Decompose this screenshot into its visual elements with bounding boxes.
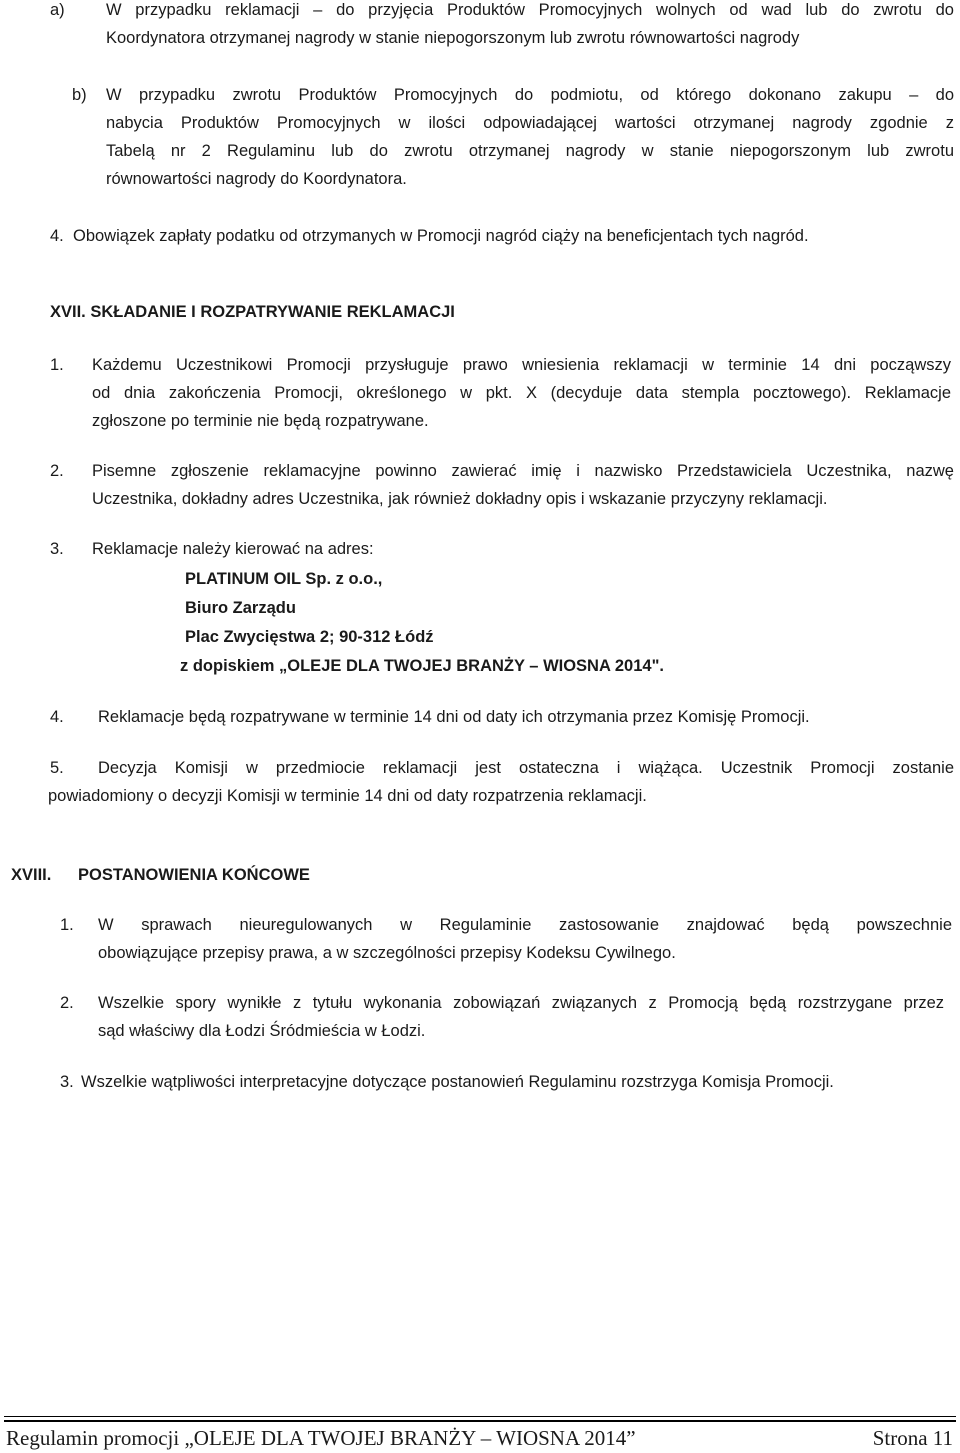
s18-item-2-line-2: sąd właściwy dla Łodzi Śródmieścia w Łodzi. [98,1022,426,1040]
s17-item-1-line-1: Każdemu Uczestnikowi Promocji przysługuje prawo wniesienia reklamacji w terminie 14 dni począwszy [92,356,951,374]
s18-item-1-line-1: W sprawach nieuregulowanych w Regulaminie zastosowanie znajdować będą powszechnie [98,916,952,934]
s17-item-1-line-2: od dnia zakończenia Promocji, określonego w pkt. X (decyduje data stempla pocztowego). Reklamacje [92,384,951,402]
s17-item-5-label: 5. [50,759,64,777]
s17-item-5-line-2: powiadomiony o decyzji Komisji w terminie 14 dni od daty rozpatrzenia reklamacji. [48,787,647,805]
address-note: z dopiskiem „OLEJE DLA TWOJEJ BRANŻY – WIOSNA 2014". [180,657,664,675]
item-label-b: b) [72,86,87,104]
section-17-heading: XVII. SKŁADANIE I ROZPATRYWANIE REKLAMACJI [50,303,455,321]
s18-item-1-line-2: obowiązujące przepisy prawa, a w szczególności przepisy Kodeksu Cywilnego. [98,944,676,962]
item-b-line-4: równowartości nagrody do Koordynatora. [106,170,407,188]
item-b-line-3: Tabelą nr 2 Regulaminu lub do zwrotu otrzymanej nagrody w stanie niepogorszonym lub zwrotu [106,142,954,160]
address-company: PLATINUM OIL Sp. z o.o., [185,570,383,588]
item-b-line-1: W przypadku zwrotu Produktów Promocyjnych do podmiotu, od którego dokonano zakupu – do [106,86,954,104]
s17-item-1-line-3: zgłoszone po terminie nie będą rozpatrywane. [92,412,429,430]
item-4-label: 4. [50,227,64,245]
s17-item-3-text: Reklamacje należy kierować na adres: [92,540,374,558]
s18-item-3-label: 3. [60,1073,74,1091]
s18-item-1-label: 1. [60,916,74,934]
address-street: Plac Zwycięstwa 2; 90-312 Łódź [185,628,434,646]
footer-title: Regulamin promocji „OLEJE DLA TWOJEJ BRANŻY – WIOSNA 2014” [6,1426,636,1450]
s18-item-2-label: 2. [60,994,74,1012]
item-4-text: Obowiązek zapłaty podatku od otrzymanych w Promocji nagród ciąży na beneficjentach tych nagród. [73,227,809,245]
s17-item-3-label: 3. [50,540,64,558]
s17-item-4-label: 4. [50,708,64,726]
item-a-line-2: Koordynatora otrzymanej nagrody w stanie niepogorszonym lub zwrotu równowartości nagrody [106,29,800,47]
s17-item-2-line-2: Uczestnika, dokładny adres Uczestnika, jak również dokładny opis i wskazanie przyczyny reklamacji. [92,490,828,508]
s18-item-3-text: Wszelkie wątpliwości interpretacyjne dotyczące postanowień Regulaminu rozstrzyga Komisja Promocji. [81,1073,834,1091]
footer-rule-thin [4,1416,956,1417]
footer-page-number: Strona 11 [872,1426,953,1450]
item-a-line-1: W przypadku reklamacji – do przyjęcia Produktów Promocyjnych wolnych od wad lub do zwrotu do [106,1,954,19]
s17-item-1-label: 1. [50,356,64,374]
footer-rule-thick [4,1420,956,1422]
section-18-number: XVIII. [11,866,52,884]
s17-item-4-text: Reklamacje będą rozpatrywane w terminie 14 dni od daty ich otrzymania przez Komisję Promocji. [98,708,810,726]
section-18-title: POSTANOWIENIA KOŃCOWE [78,866,310,884]
s17-item-2-line-1: Pisemne zgłoszenie reklamacyjne powinno zawierać imię i nazwisko Przedstawiciela Uczestnika, nazwę [92,462,954,480]
s17-item-5-line-1: Decyzja Komisji w przedmiocie reklamacji jest ostateczna i wiążąca. Uczestnik Promocji zostanie [98,759,954,777]
address-office: Biuro Zarządu [185,599,296,617]
s18-item-2-line-1: Wszelkie spory wynikłe z tytułu wykonania zobowiązań związanych z Promocją będą rozstrzygane przez [98,994,944,1012]
s17-item-2-label: 2. [50,462,64,480]
item-b-line-2: nabycia Produktów Promocyjnych w ilości odpowiadającej wartości otrzymanej nagrody zgodnie z [106,114,954,132]
item-label-a: a) [50,1,65,19]
